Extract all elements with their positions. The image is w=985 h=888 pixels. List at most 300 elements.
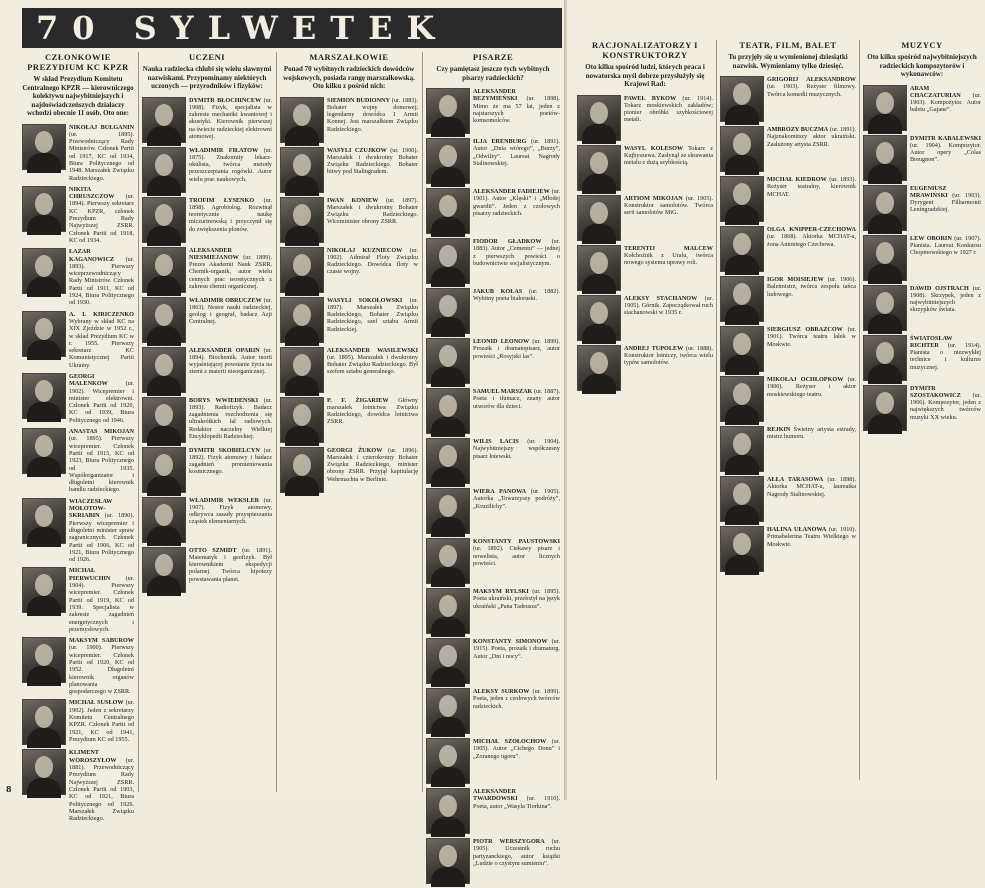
person-bio: (ur. 1893). Pierwszy wiceprzewodniczący Rady Ministrów. Członek Partii od 1911, KC od 1924, Biura Politycznego od 1930. bbox=[69, 255, 134, 307]
portrait-photo bbox=[720, 376, 764, 422]
person-bio: (ur. 1892). Ciekawy pisarz i nowelista, autor licznych powieści. bbox=[473, 545, 560, 567]
profile-entry bbox=[426, 238, 560, 284]
person-bio: (ur. 1897). Marszałek Związku Radzieckiego, Bohater Związku Radzieckiego, szef sztabu Armii Radzieckiej. bbox=[327, 296, 418, 333]
profile-entry bbox=[280, 247, 418, 293]
section-intro: W skład Prezydium Komitetu Centralnego KPZR — kierowniczego kolektywu najwybitniejszych i najdoświadczeńszych działaczy wchodzi obecnie 11 osób. Oto one: bbox=[22, 75, 134, 117]
profile-entry bbox=[22, 699, 134, 745]
profile-text bbox=[473, 338, 560, 384]
person-bio: (ur. 1899). Prezes Akademii Nauk ZSRR. Chemik-organik, autor wielu cennych prac teoretycznych z zakresu chemii organicznej. bbox=[189, 253, 273, 290]
profile-text bbox=[69, 567, 134, 633]
person-bio: (ur. 1904). Pierwszy wicepremier. Członek Partii od 1919, KC od 1939. Specjalista w zakresie zagadnień energetycznych i przemysłowych. bbox=[69, 574, 134, 633]
person-name: ARAM CHACZATURIAN bbox=[910, 84, 961, 99]
person-name: ALEKSANDER NIESMIEJANOW bbox=[189, 246, 239, 261]
person-bio: (ur. 1907). Pianista. Laureat Konkursu Chopinowskiego w 1927 r. bbox=[910, 234, 981, 257]
profile-entry bbox=[720, 226, 856, 272]
portrait-photo bbox=[280, 297, 324, 343]
portrait-photo bbox=[426, 338, 470, 384]
profile-text bbox=[910, 135, 981, 181]
person-bio: (ur. 1901). Autor „Klęski” i „Młodej gwardii”. Jeden z czołowych pisarzy radzieckich. bbox=[473, 188, 560, 217]
portrait-photo bbox=[863, 85, 907, 131]
profile-entry bbox=[142, 497, 272, 543]
profile-text bbox=[327, 197, 418, 243]
portrait-photo bbox=[22, 637, 66, 683]
profile-text bbox=[624, 245, 713, 291]
profile-text bbox=[767, 376, 856, 422]
profile-text bbox=[189, 147, 272, 193]
person-bio: (ur. 1908). Skrzypek, jeden z najwybitniejszych skrzypków świata. bbox=[910, 284, 981, 314]
portrait-photo bbox=[426, 188, 470, 234]
portrait-photo bbox=[280, 247, 324, 293]
page-number: 8 bbox=[6, 784, 12, 794]
person-name: DAWID OJSTRACH bbox=[910, 284, 969, 292]
profile-entry bbox=[577, 345, 713, 391]
portrait-photo bbox=[280, 347, 324, 393]
profile-entry bbox=[720, 426, 856, 472]
profile-text bbox=[327, 97, 418, 143]
person-bio: (ur. 1903). Kompozytor. Autor baletu „Gajane”. bbox=[910, 91, 981, 114]
person-name: AŁŁA TARASOWA bbox=[767, 476, 824, 483]
person-bio: (ur. 1914). Pianista o niezwykłej technice i kulturze muzycznej. bbox=[910, 341, 982, 371]
profile-text bbox=[473, 838, 560, 884]
portrait-photo bbox=[426, 238, 470, 284]
profile-text bbox=[473, 288, 560, 334]
profile-text bbox=[910, 285, 981, 331]
person-name: NIKITA CHRUSZCZOW bbox=[69, 185, 115, 201]
portrait-photo bbox=[720, 476, 764, 522]
person-name: ŁAZAR KAGANOWICZ bbox=[69, 248, 115, 263]
profile-text bbox=[189, 297, 272, 343]
profile-text bbox=[910, 185, 981, 231]
profile-entry bbox=[426, 88, 560, 134]
person-bio: (ur. 1890). Pierwszy wicepremier i długoletni minister spraw zagranicznych. Członek Partii od 1906, KC od 1921, Biura Politycznego od 1926. bbox=[69, 512, 135, 564]
person-bio: Kołchoźnik z Uralu, twórca nowego systemu uprawy roli. bbox=[624, 251, 713, 267]
profile-text bbox=[69, 428, 134, 494]
profile-text bbox=[473, 588, 560, 634]
person-name: IGOR MOISIEJEW bbox=[767, 276, 824, 283]
profile-entry bbox=[142, 347, 272, 393]
section-heading: CZŁONKOWIE PREZYDIUM KC KPZR bbox=[27, 52, 129, 72]
profile-entry bbox=[22, 749, 134, 822]
profile-entry bbox=[142, 447, 272, 493]
portrait-photo bbox=[720, 326, 764, 372]
person-name: SAMUEL MARSZAK bbox=[473, 388, 533, 395]
profile-entry bbox=[720, 176, 856, 222]
person-bio: (ur. 1914). Tokarz moskiewskich zakładów; pionier obróbki szybkościowej metali. bbox=[624, 94, 714, 124]
profile-entry bbox=[426, 588, 560, 634]
profile-entry bbox=[142, 297, 272, 343]
profile-text bbox=[189, 397, 272, 443]
person-name: ALEKSY SURKOW bbox=[473, 688, 530, 695]
portrait-photo bbox=[142, 197, 186, 243]
person-name: TROFIM ŁYSENKO bbox=[189, 196, 255, 204]
profile-text bbox=[473, 88, 560, 134]
profile-entry bbox=[22, 124, 134, 182]
profile-text bbox=[189, 547, 272, 593]
section-intro: Oto kilku spośród ludzi, których praca i nowatorska myśl dobrze przysłużyły się Krajowi Rad: bbox=[585, 63, 705, 88]
profile-entry bbox=[280, 347, 418, 393]
profile-text bbox=[327, 447, 418, 493]
portrait-photo bbox=[426, 638, 470, 684]
section-intro: Czy pamiętasz jeszcze tych wybitnych pisarzy radzieckich? bbox=[436, 65, 550, 82]
profile-text bbox=[767, 76, 856, 122]
person-name: BORYS WWIEDENSKI bbox=[189, 396, 259, 404]
person-bio: (ur. 1905). Górnik. Zapoczątkował ruch stachanowski w 1935 r. bbox=[624, 294, 713, 317]
profile-text bbox=[473, 688, 560, 734]
profile-entry bbox=[280, 447, 418, 493]
person-bio: (ur. 1900). Reżyser i aktor moskiewskiego teatru. bbox=[767, 376, 856, 398]
profile-text bbox=[69, 699, 134, 745]
person-bio: (ur. 1891). Autor „Dnia wtórego”, „Burzy”, „Odwilży”. Laureat Nagrody Stalinowskiej. bbox=[473, 138, 561, 167]
person-name: MAKSYM RYLSKI bbox=[473, 588, 529, 595]
profile-entry bbox=[426, 788, 560, 834]
person-name: DYMITR SKOBIELCYN bbox=[189, 446, 260, 454]
column-divider bbox=[422, 52, 423, 792]
person-bio: (ur. 1899). Poeta, jeden z czołowych twórców radzieckich. bbox=[473, 688, 560, 710]
profile-entry bbox=[22, 498, 134, 564]
person-bio: (ur. 1904). Najwybitniejszy współczesny pisarz łotewski. bbox=[473, 438, 561, 460]
portrait-photo bbox=[720, 176, 764, 222]
profile-entry bbox=[142, 97, 272, 143]
profile-entry bbox=[577, 295, 713, 341]
person-name: NIKOŁAJ KUZNIECOW bbox=[327, 246, 403, 254]
profile-text bbox=[473, 138, 560, 184]
portrait-photo bbox=[863, 285, 907, 331]
portrait-photo bbox=[426, 488, 470, 534]
section-heading: PISARZE bbox=[472, 52, 514, 62]
profile-text bbox=[69, 124, 134, 182]
person-bio: (ur. 1910). Primabalerina Teatru Wielkiego w Moskwie. bbox=[767, 526, 857, 548]
portrait-photo bbox=[863, 185, 907, 231]
section-intro: Nauka radziecka chlubi się wielu sławnymi nazwiskami. Przypominamy niektórych uczonych — przyrodników i fizyków: bbox=[142, 65, 272, 90]
profile-entry bbox=[426, 438, 560, 484]
person-name: ŚWIATOSŁAW RICHTER bbox=[910, 334, 953, 349]
profile-text bbox=[69, 373, 134, 424]
profile-entry bbox=[426, 388, 560, 434]
portrait-photo bbox=[863, 385, 907, 431]
person-bio: (ur. 1863). Nestor nauki radzieckiej, geolog i geograf, badacz Azji Centralnej. bbox=[189, 296, 272, 326]
person-bio: (ur. 1891). Matematyk i geofizyk. Był kierownikiem ekspedycji polarnej. Twórca hipotezy powstawania planet. bbox=[189, 546, 272, 583]
profile-text bbox=[910, 385, 981, 431]
portrait-photo bbox=[720, 126, 764, 172]
profile-text bbox=[189, 447, 272, 493]
person-name: REJKIN bbox=[767, 426, 791, 433]
portrait-photo bbox=[863, 335, 907, 381]
profile-entry bbox=[577, 95, 713, 141]
person-bio: (ur. 1903). Dyrygent Filharmonii Leningradzkiej. bbox=[910, 191, 982, 214]
profile-entry bbox=[720, 76, 856, 122]
portrait-photo bbox=[720, 276, 764, 322]
portrait-photo bbox=[142, 497, 186, 543]
column-divider bbox=[138, 52, 139, 792]
portrait-photo bbox=[426, 688, 470, 734]
profile-text bbox=[910, 85, 981, 131]
portrait-photo bbox=[22, 699, 66, 745]
column-theatre-film-ballet bbox=[720, 40, 856, 576]
person-bio: (ur. 1891). Najznakomitszy aktor ukraiński. Zasłużony artysta ZSRR. bbox=[767, 126, 856, 148]
profile-entry bbox=[720, 526, 856, 572]
section-heading: UCZENI bbox=[188, 52, 226, 62]
profile-text bbox=[189, 247, 272, 293]
person-name: MICHAŁ SUSŁOW bbox=[69, 699, 124, 707]
person-name: TERENTIJ MALCEW bbox=[624, 244, 713, 252]
person-bio: (ur. 1910). Poeta, autor „Wasyla Tiorkina”. bbox=[473, 795, 561, 810]
person-bio: (ur. 1900). Pierwszy wicepremier. Członek Partii od 1920, KC od 1952. Długoletni kierownik organów planowania gospodarczego w ZSRR. bbox=[69, 644, 134, 696]
profile-entry bbox=[22, 311, 134, 369]
person-bio: (ur. 1895). Marszałek i dwukrotny Bohater Związku Radzieckiego. Był szefem sztabu generalnego. bbox=[327, 353, 418, 376]
portrait-photo bbox=[142, 147, 186, 193]
person-bio: (ur. 1896). Marszałek i czterokrotny Bohater Związku Radzieckiego, minister obrony ZSRR. Przyjął kapitulację Wehrmachtu w Berlinie. bbox=[327, 446, 418, 483]
profile-text bbox=[327, 247, 418, 293]
person-name: WIERA PANOWA bbox=[473, 488, 527, 495]
profile-entry bbox=[863, 335, 981, 381]
profile-entry bbox=[426, 188, 560, 234]
profile-text bbox=[69, 248, 134, 306]
profile-text bbox=[767, 526, 856, 572]
column-marshals bbox=[280, 52, 418, 497]
person-bio: (ur. 1898). Aktorka MCHAT-u, laureatka Nagrody Stalinowskiej. bbox=[767, 476, 856, 498]
profile-text bbox=[473, 238, 560, 284]
person-bio: (ur. 1915). Poeta, prozaik i dramaturg. Autor „Dni i nocy”. bbox=[473, 638, 560, 660]
profile-entry bbox=[22, 567, 134, 633]
person-name: ALEKSANDER TWARDOWSKI bbox=[473, 788, 518, 803]
person-bio: (ur. 1905). Autorka „Towarzyszy podróży”, „Kruzilichy”. bbox=[473, 488, 561, 510]
profile-text bbox=[910, 335, 981, 381]
profile-entry bbox=[142, 197, 272, 243]
person-name: ALEKSANDER WASILEWSKI bbox=[327, 346, 418, 354]
person-bio: (ur. 1893). Radiofizyk. Badacz zagadnienia rozchodzenia się ultrakrótkich fal radiowych. Redaktor naczelny Wielkiej Encyklopedii Radzieckiej. bbox=[189, 396, 273, 440]
profile-entry bbox=[426, 138, 560, 184]
portrait-photo bbox=[142, 347, 186, 393]
person-bio: (ur. 1888). Konstruktor lotniczy, twórca wielu typów samolotów. bbox=[624, 344, 713, 367]
portrait-photo bbox=[426, 138, 470, 184]
person-bio: (ur. 1895). Przewodniczący Rady Ministrów. Członek Partii od 1917, KC od 1934, Biura Politycznego od 1948. Marszałek Związku Radzieckiego. bbox=[69, 130, 134, 182]
person-bio: (ur. 1883). Autor „Cementu” — jednej z pierwszych powieści o budownictwie socjalistycznym. bbox=[473, 238, 560, 267]
person-bio: Wybrany w skład KC na XIX Zjeździe w 1952 r., w skład Prezydium KC w r. 1955. Pierwszy sekretarz KC Komunistycznej Partii Ukrainy. bbox=[69, 317, 134, 369]
profile-text bbox=[69, 186, 134, 244]
portrait-photo bbox=[142, 297, 186, 343]
person-name: WŁADIMIR OBRUCZEW bbox=[189, 296, 262, 304]
portrait-photo bbox=[280, 447, 324, 493]
person-name: WŁADIMIR WEKSLER bbox=[189, 496, 260, 504]
profile-entry bbox=[720, 276, 856, 322]
person-name: ALEKSANDER BEZYMIEŃSKI bbox=[473, 88, 518, 103]
person-name: KONSTANTY PAUSTOWSKI bbox=[473, 538, 560, 545]
profile-entry bbox=[426, 838, 560, 884]
profile-entry bbox=[426, 638, 560, 684]
person-name: ILJA ERENBURG bbox=[473, 138, 527, 145]
portrait-photo bbox=[22, 498, 66, 544]
person-name: ALEKSANDER OPARIN bbox=[189, 346, 260, 354]
profile-entry bbox=[280, 397, 418, 443]
person-name: WIACZESŁAW MOŁOTOW-SKRIABIN bbox=[69, 497, 113, 520]
profile-text bbox=[69, 749, 134, 822]
person-name: WASYL KOLESOW bbox=[624, 144, 684, 152]
profile-text bbox=[327, 147, 418, 193]
profile-text bbox=[624, 345, 713, 391]
person-bio: (ur. 1883). Bohater wojny domowej; legendarny dowódca I Armii Konnej. Jest marszałkiem Związku Radzieckiego. bbox=[327, 96, 418, 133]
profile-entry bbox=[22, 373, 134, 424]
person-bio: (ur. 1882). Wybitny poeta białoruski. bbox=[473, 288, 561, 303]
portrait-photo bbox=[720, 526, 764, 572]
profile-entry bbox=[22, 186, 134, 244]
profile-text bbox=[69, 498, 134, 564]
right-page bbox=[567, 0, 985, 800]
portrait-photo bbox=[280, 397, 324, 443]
section-heading: TEATR, FILM, BALET bbox=[739, 40, 837, 50]
person-name: MICHAŁ SZOŁOCHOW bbox=[473, 738, 547, 745]
person-name: AMBROZY BUCZMA bbox=[767, 126, 829, 133]
section-heading: RACJONALIZATORZY I KONSTRUKTORZY bbox=[592, 40, 698, 60]
column-presidium bbox=[22, 52, 134, 826]
profile-text bbox=[624, 295, 713, 341]
person-bio: (ur. 1901). Twórca teatru lalek w Moskwie. bbox=[767, 326, 856, 348]
person-name: DYMITR KABALEWSKI bbox=[910, 134, 981, 142]
portrait-photo bbox=[426, 838, 470, 884]
masthead-title: 70 SYLWETEK bbox=[22, 8, 562, 48]
profile-text bbox=[473, 388, 560, 434]
profile-entry bbox=[280, 147, 418, 193]
column-divider bbox=[276, 52, 277, 792]
profile-entry bbox=[142, 547, 272, 593]
person-name: MICHAŁ PIERWUCHIN bbox=[69, 567, 111, 582]
profile-text bbox=[473, 788, 560, 834]
portrait-photo bbox=[142, 97, 186, 143]
person-bio: (ur. 1905). Konstruktor samolotów. Twórca serii samolotów MiG. bbox=[624, 194, 714, 217]
person-bio: (ur. 1875). Znakomity lekarz-okulista, twórca metody przeszczepiania rogówki. Autor wielu prac naukowych. bbox=[189, 146, 273, 183]
portrait-photo bbox=[22, 124, 66, 170]
person-name: KONSTANTY SIMONOW bbox=[473, 638, 548, 645]
profile-text bbox=[910, 235, 981, 281]
column-writers bbox=[426, 52, 560, 888]
person-bio: (ur. 1908). Fizyk, specjalista w zakresie mechaniki kwantowej i akustyki. Kierownik pierwszej na świecie radzieckiej elektrowni atomowej. bbox=[189, 96, 272, 140]
profile-text bbox=[327, 297, 418, 343]
portrait-photo bbox=[426, 438, 470, 484]
profile-text bbox=[189, 197, 272, 243]
profile-text bbox=[767, 126, 856, 172]
person-name: WŁADIMIR FIŁATOW bbox=[189, 146, 259, 154]
portrait-photo bbox=[577, 145, 621, 191]
person-bio: (ur. 1899). Prozaik i dramatopisarz, autor powieści „Rosyjski las”. bbox=[473, 338, 561, 360]
profile-entry bbox=[577, 195, 713, 241]
person-bio: Główny marszałek lotnictwa Związku Radzieckiego, dowódca lotnictwa ZSRR. bbox=[327, 396, 418, 426]
person-name: PIOTR WERSZYGORA bbox=[473, 838, 545, 845]
person-name: SIEMION BUDIONNY bbox=[327, 96, 390, 104]
portrait-photo bbox=[22, 248, 66, 294]
person-name: ALEKSANDER FADIEJEW bbox=[473, 188, 550, 195]
portrait-photo bbox=[426, 388, 470, 434]
person-bio: (ur. 1905). Autor „Cichego Donu” i „Zoranego ugoru”. bbox=[473, 738, 560, 760]
person-bio: Świetny artysta estrady, mistrz humoru. bbox=[767, 426, 856, 441]
profile-entry bbox=[863, 185, 981, 231]
portrait-photo bbox=[280, 97, 324, 143]
profile-entry bbox=[426, 738, 560, 784]
portrait-photo bbox=[426, 588, 470, 634]
portrait-photo bbox=[280, 197, 324, 243]
portrait-photo bbox=[22, 567, 66, 613]
person-bio: (ur. 1894). Pierwszy sekretarz KC KPZR, członek Prezydium Rady Najwyższej ZSRR. Członek Partii od 1918, KC od 1934. bbox=[69, 193, 134, 244]
portrait-photo bbox=[577, 195, 621, 241]
person-bio: (ur. 1900). Marszałek i dwukrotny Bohater Związku Radzieckiego. Bohater bitwy pod Stalingradem. bbox=[327, 146, 419, 176]
person-bio: (ur. 1902). Wicepremier i minister elektrowni. Członek Partii od 1920, KC od 1939, Biura Politycznego od 1946. bbox=[69, 380, 134, 424]
portrait-photo bbox=[426, 788, 470, 834]
person-name: JAKUB KOŁAS bbox=[473, 288, 523, 295]
profile-entry bbox=[863, 385, 981, 431]
profile-entry bbox=[280, 97, 418, 143]
profile-text bbox=[767, 426, 856, 472]
profile-text bbox=[767, 276, 856, 322]
person-name: ALEKSY STACHANOW bbox=[624, 294, 698, 302]
person-bio: (ur. 1906). Kompozytor, jeden z największych twórców muzyki XX wieku. bbox=[910, 391, 981, 421]
person-bio: Tokarz z Kujbyszewa. Zasłynął ze skrawania metalu z dużą szybkością. bbox=[624, 144, 713, 167]
profile-entry bbox=[22, 637, 134, 695]
section-intro: Oto kilku spośród najwybitniejszych radzieckich kompozytorów i wykonawców: bbox=[867, 53, 977, 78]
portrait-photo bbox=[426, 88, 470, 134]
person-name: MICHAŁ KIEDROW bbox=[767, 176, 827, 183]
section-heading: MUZYCY bbox=[901, 40, 943, 50]
person-name: WASYLI SOKOŁOWSKI bbox=[327, 296, 403, 304]
profile-entry bbox=[280, 297, 418, 343]
portrait-photo bbox=[863, 235, 907, 281]
profile-entry bbox=[863, 285, 981, 331]
profile-text bbox=[767, 476, 856, 522]
person-name: LEONID LEONOW bbox=[473, 338, 530, 345]
profile-text bbox=[189, 497, 272, 543]
person-name: MAKSYM SABUROW bbox=[69, 637, 134, 645]
person-bio: (ur. 1904). Kompozytor. Autor opery „Colas Breugnon”. bbox=[910, 141, 981, 164]
profile-entry bbox=[22, 428, 134, 494]
person-name: IWAN KONIEW bbox=[327, 196, 379, 204]
portrait-photo bbox=[720, 226, 764, 272]
portrait-photo bbox=[22, 749, 66, 795]
person-bio: (ur. 1906). Baletmistrz, twórca zespołu tańca ludowego. bbox=[767, 276, 857, 298]
profile-text bbox=[473, 738, 560, 784]
profile-entry bbox=[426, 538, 560, 584]
person-bio: (ur. 1895). Poeta ukraiński, przełożył na język ukraiński „Pana Tadeusza”. bbox=[473, 588, 560, 610]
profile-text bbox=[624, 195, 713, 241]
profile-entry bbox=[142, 247, 272, 293]
person-name: GRIGORIJ ALEKSANDROW bbox=[767, 76, 856, 83]
portrait-photo bbox=[22, 428, 66, 474]
person-name: ARTIOM MIKOJAN bbox=[624, 194, 683, 202]
section-intro: Tu przyjęły się u wymienionej dziesiątki nazwisk. Wymieniamy tylko dziesięć. bbox=[728, 53, 848, 70]
profile-text bbox=[473, 538, 560, 584]
portrait-photo bbox=[22, 311, 66, 357]
person-name: P. F. ŻIGARIEW bbox=[327, 396, 389, 404]
portrait-photo bbox=[426, 738, 470, 784]
portrait-photo bbox=[577, 295, 621, 341]
profile-text bbox=[473, 188, 560, 234]
profile-entry bbox=[426, 688, 560, 734]
profile-text bbox=[189, 347, 272, 393]
person-bio: (ur. 1898). Agrobiolog. Rozwinął teoretycznie naukę miczurinowską i przyczynił się do zwiększenia plonów. bbox=[189, 196, 272, 233]
profile-text bbox=[473, 638, 560, 684]
person-name: A. I. KIRICZENKO bbox=[69, 310, 134, 318]
person-bio: (ur. 1881). Przewodniczący Prezydium Rady Najwyższej ZSRR. Członek Partii od 1903, KC od 1921, Biura Politycznego od 1926. Marszałek Związku Radzieckiego. bbox=[69, 756, 134, 823]
person-name: DYMITR BŁOCHINCEW bbox=[189, 96, 262, 104]
portrait-photo bbox=[142, 247, 186, 293]
profile-entry bbox=[863, 235, 981, 281]
profile-text bbox=[69, 311, 134, 369]
profile-text bbox=[624, 95, 713, 141]
person-name: SIERGIUSZ OBRAZCOW bbox=[767, 326, 843, 333]
portrait-photo bbox=[426, 288, 470, 334]
profile-text bbox=[767, 226, 856, 272]
person-name: OTTO SZMIDT bbox=[189, 546, 237, 554]
person-bio: (ur. 1902). Jeden z sekretarzy Komitetu Centralnego KPZR. Członek Partii od 1921, KC od 1941, Prezydium KC od 1955. bbox=[69, 699, 134, 743]
person-name: HALINA UŁANOWA bbox=[767, 526, 827, 533]
person-name: GEORGI ŻUKOW bbox=[327, 446, 383, 454]
column-innovators bbox=[577, 40, 713, 395]
